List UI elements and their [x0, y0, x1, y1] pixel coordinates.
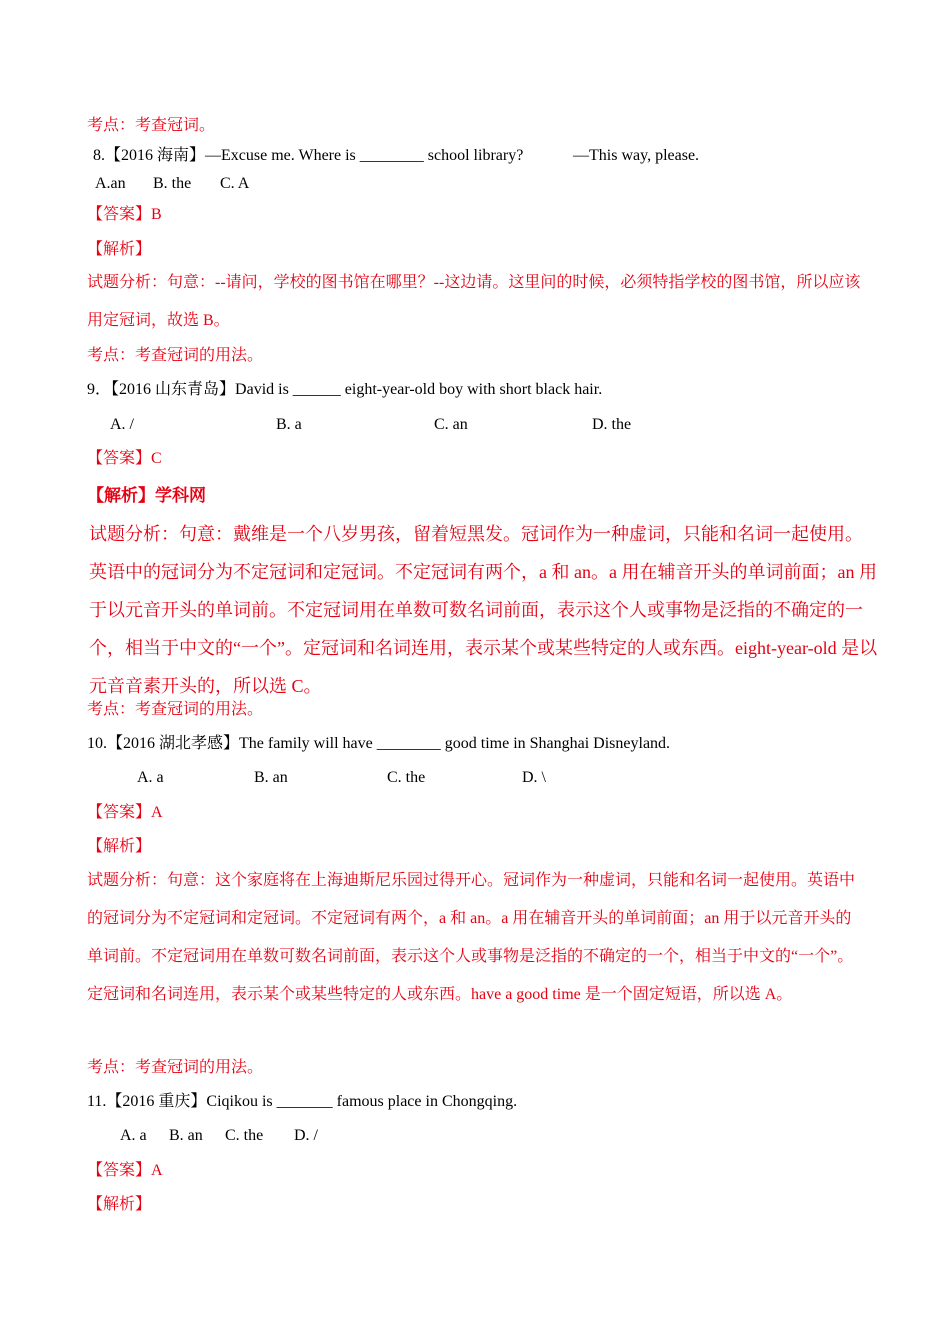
q9-option-a: A. /: [110, 416, 134, 433]
q8-point: 考点：考查冠词的用法。: [87, 347, 264, 364]
q8-option-a: A.an: [95, 175, 126, 192]
q9-point: 考点：考查冠词的用法。: [87, 701, 264, 718]
q8-stem: —Excuse me. Where is ________ school library?: [205, 147, 524, 164]
q11-option-d: D. /: [294, 1127, 318, 1144]
q10-point: 考点：考查冠词的用法。: [87, 1059, 264, 1076]
q9-source: 【2016 山东青岛】: [111, 381, 236, 398]
q8-question: [93, 146, 523, 166]
q10-stem: The family will have ________ good time in Shanghai Disneyland.: [239, 735, 671, 752]
q11-source: 【2016 重庆】: [106, 1093, 207, 1110]
q11-analysis-head: 【解析】: [87, 1196, 152, 1213]
q11-option-a: A. a: [120, 1127, 147, 1144]
q8-answer: 【答案】B: [87, 206, 162, 223]
q9-answer: 【答案】C: [87, 450, 162, 467]
q11-option-c: C. the: [225, 1127, 264, 1144]
q8-analysis-head: 【解析】: [87, 241, 152, 258]
q11-option-b: B. an: [169, 1127, 203, 1144]
q8-source: 【2016 海南】: [105, 147, 206, 164]
q7-point: 考点：考查冠词。: [87, 117, 216, 134]
q10-analysis: 试题分析：句意：这个家庭将在上海迪斯尼乐园过得开心。冠词作为一种虚词，只能和名词一起使用。英语中的冠词分为不定冠词和定冠词。不定冠词有两个，a 和 an。a 用在辅音开头的单词前面；an 用于以元音开头的单词前。不定冠词用在单数可数名词前面，表示这个人或事物是泛指的不确定的一个，相当于中文的“一个”。定冠词和名词连用，表示某个或某些特定的人或东西。have a good time 是一个固定短语，所以选 A。: [87, 872, 856, 1003]
q9-analysis: 试题分析：句意：戴维是一个八岁男孩，留着短黑发。冠词作为一种虚词，只能和名词一起使用。英语中的冠词分为不定冠词和定冠词。不定冠词有两个，a 和 an。a 用在辅音开头的单词前面；an 用于以元音开头的单词前。不定冠词用在单数可数名词前面，表示这个人或事物是泛指的不确定的一个，相当于中文的“一个”。定冠词和名词连用，表示某个或某些特定的人或东西。eight-year-old 是以元音音素开头的，所以选 C。: [89, 524, 878, 696]
q11-answer: 【答案】A: [87, 1162, 163, 1179]
q11-number: 11.: [87, 1093, 107, 1110]
q10-number: 10.: [87, 735, 107, 752]
q10-option-d: D. \: [522, 769, 546, 786]
q10-option-c: C. the: [387, 769, 426, 786]
q8-analysis: 试题分析：句意：--请问，学校的图书馆在哪里？--这边请。这里问的时候，必须特指学校的图书馆，所以应该用定冠词，故选 B。: [87, 274, 861, 329]
q9-question: [87, 380, 602, 400]
q11-stem: Ciqikou is _______ famous place in Chongqing.: [206, 1093, 518, 1110]
q10-source: 【2016 湖北孝感】: [107, 735, 240, 752]
q9-analysis-head: 【解析】学科网: [87, 486, 206, 505]
q10-answer: 【答案】A: [87, 804, 163, 821]
q8-option-c: C. A: [220, 175, 250, 192]
q8-reply: —This way, please.: [573, 147, 700, 164]
q10-option-a: A. a: [137, 769, 164, 786]
q9-stem: David is ______ eight-year-old boy with short black hair.: [235, 381, 603, 398]
q9-number: 9．: [87, 381, 112, 398]
q8-option-b: B. the: [153, 175, 192, 192]
q11-question: [87, 1092, 517, 1112]
q10-analysis-head: 【解析】: [87, 838, 152, 855]
q10-option-b: B. an: [254, 769, 288, 786]
q8-number: 8.: [93, 147, 105, 164]
q9-option-c: C. an: [434, 416, 468, 433]
q10-question: [87, 734, 670, 754]
q9-option-d: D. the: [592, 416, 632, 433]
q9-option-b: B. a: [276, 416, 302, 433]
